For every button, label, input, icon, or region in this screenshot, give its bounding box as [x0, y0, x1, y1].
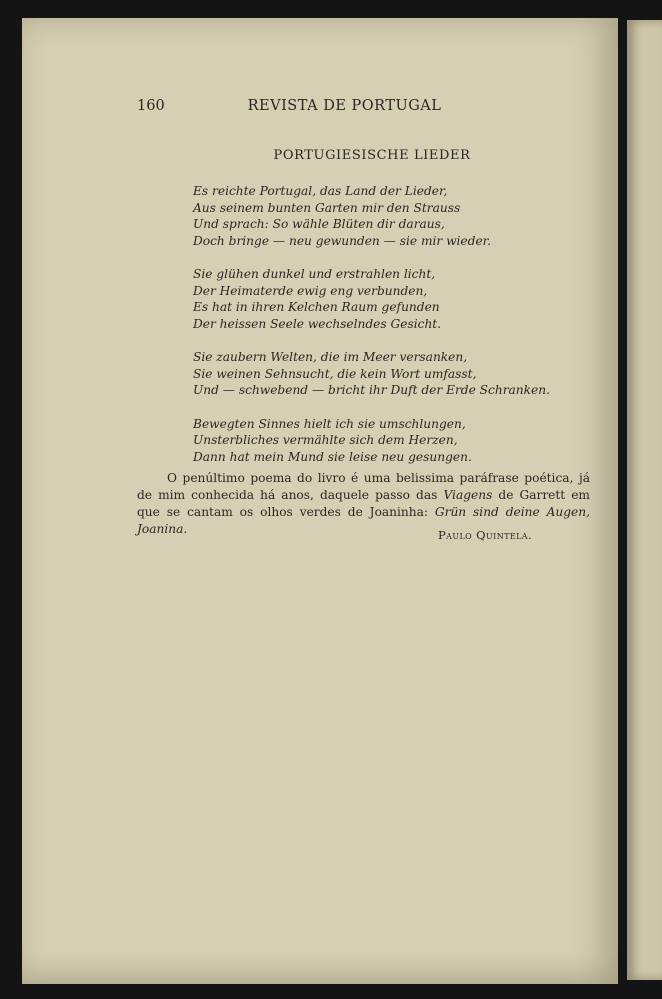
poem-line: Doch bringe — neu gewunden — sie mir wieder.: [193, 233, 492, 248]
poem-line: Sie zaubern Welten, die im Meer versanken,: [193, 350, 468, 364]
prose-text: de Garrett em que se cantam os olhos verdes de Joaninha:: [137, 487, 590, 519]
poem-line: Sie glühen dunkel und erstrahlen licht,: [193, 267, 436, 281]
stanza-1: [193, 183, 550, 249]
poem-line: Und — schwebend — bricht ihr Duft der Erde Schranken.: [193, 383, 550, 397]
poem-title: PORTUGIESISCHE LIEDER: [273, 148, 471, 163]
stanza-2: [193, 266, 550, 332]
poem-line: Es hat in ihren Kelchen Raum gefunden: [193, 300, 440, 314]
poem-line: Bewegten Sinnes hielt ich sie umschlungen,: [193, 416, 466, 431]
prose-italic-quote: Grün sind deine Augen, Joanina.: [137, 504, 590, 536]
poem-body: [193, 183, 550, 482]
poem-line: Dann hat mein Mund sie leise neu gesungen.: [193, 449, 472, 464]
prose-text: O penúltimo poema do livro é uma belissima paráfrase poética, já de mim conhecida há anos, daquele passo das: [137, 471, 590, 502]
poem-line: Sie weinen Sehnsucht, die kein Wort umfasst,: [193, 366, 477, 381]
poem-line: Und sprach: So wähle Blüten dir daraus,: [193, 217, 445, 231]
next-page-edge: [627, 20, 662, 980]
poem-line: Es reichte Portugal, das Land der Lieder,: [193, 184, 448, 198]
author-signature: Paulo Quintela.: [438, 528, 533, 542]
poem-line: Unsterbliches vermählte sich dem Herzen,: [193, 433, 458, 447]
poem-line: Der heissen Seele wechselndes Gesicht.: [193, 316, 442, 331]
prose-italic-title: Viagens: [443, 487, 493, 502]
page-number: 160: [137, 98, 165, 114]
stanza-3: [193, 349, 550, 399]
poem-line: Der Heimaterde ewig eng verbunden,: [193, 283, 428, 298]
stanza-4: [193, 416, 550, 466]
poem-line: Aus seinem bunten Garten mir den Strauss: [193, 200, 461, 215]
running-title: REVISTA DE PORTUGAL: [247, 98, 442, 114]
